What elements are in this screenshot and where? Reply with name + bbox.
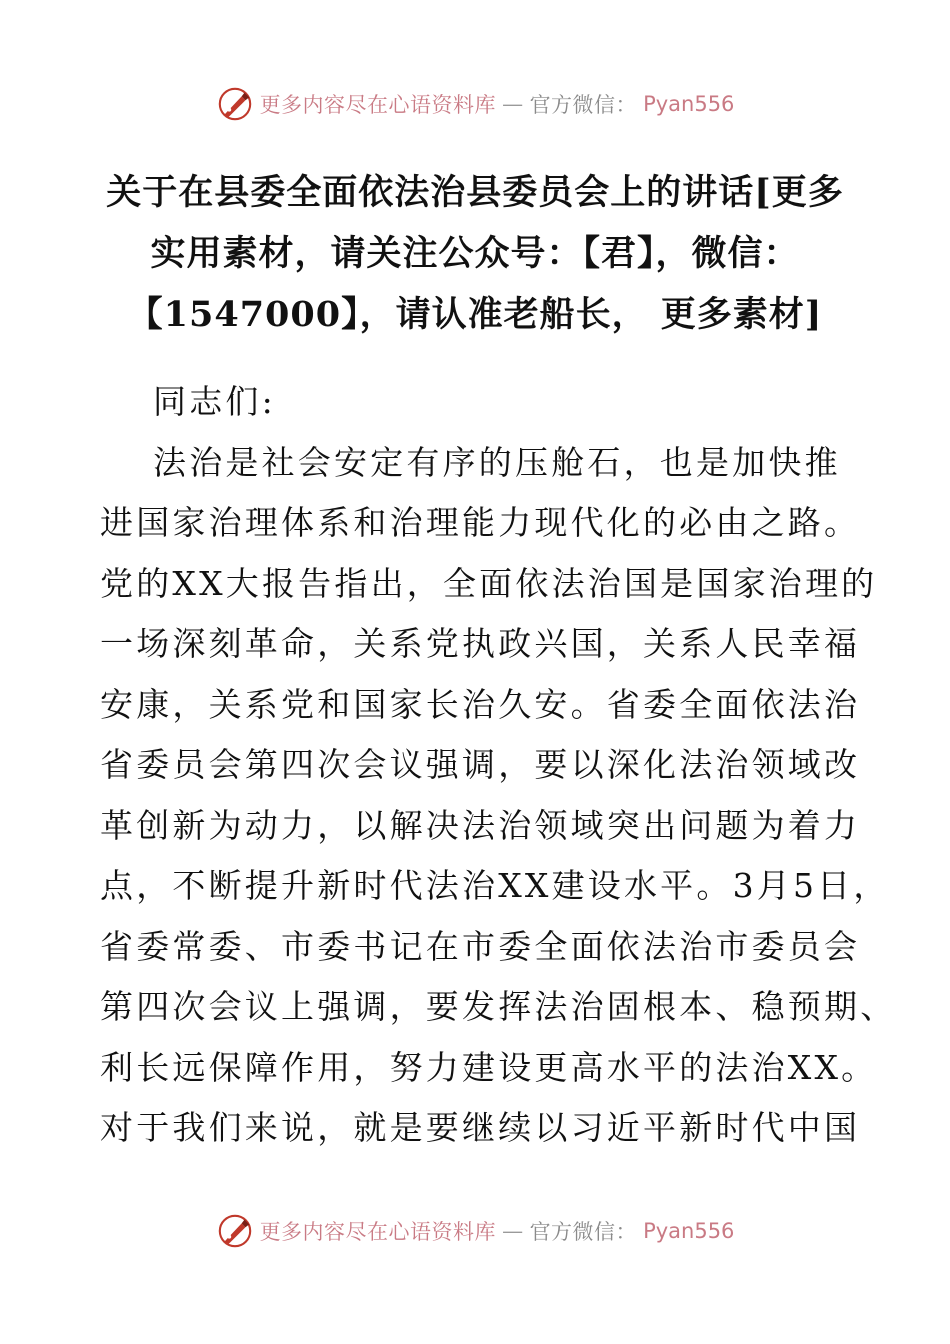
- banner-wechat-label: 官方微信：: [529, 93, 638, 117]
- body-line: 法治是社会安定有序的压舱石，也是加快推: [153, 442, 841, 482]
- body-line: 第四次会议上强调，要发挥法治固根本、稳预期、: [100, 987, 897, 1026]
- body-line: 革创新为动力，以解决法治领域突出问题为着力: [100, 805, 861, 845]
- document-title: [80, 162, 870, 345]
- pen-logo-icon: [216, 85, 254, 123]
- banner-main-text: 更多内容尽在心语资料库: [259, 1220, 497, 1244]
- body-line: 进国家治理体系和治理能力现代化的必由之路。: [100, 503, 861, 542]
- body-line: 省委员会第四次会议强调，要以深化法治领域改: [100, 745, 861, 784]
- body-line: 对于我们来说，就是要继续以习近平新时代中国: [100, 1108, 861, 1147]
- banner-wechat-id: Pyan556: [643, 92, 735, 116]
- body-line: 一场深刻革命，关系党执政兴国，关系人民幸福: [100, 624, 861, 663]
- banner-separator: —: [502, 1219, 524, 1243]
- footer-banner: [0, 1211, 950, 1251]
- body-line: 安康，关系党和国家长治久安。省委全面依法治: [100, 684, 861, 724]
- body-line: 点，不断提升新时代法治XX建设水平。3月5日，: [100, 866, 890, 905]
- body-line: 省委常委、市委书记在市委全面依法治市委员会: [100, 926, 861, 966]
- header-banner: [0, 84, 950, 124]
- body-line: 党的XX大报告指出，全面依法治国是国家治理的: [100, 563, 878, 603]
- banner-wechat-id: Pyan556: [643, 1219, 735, 1243]
- banner-separator: —: [502, 92, 524, 116]
- body-line: 利长远保障作用，努力建设更高水平的法治XX。: [100, 1047, 878, 1087]
- title-line: 【1547000】，请认准老船长， 更多素材]: [127, 294, 823, 335]
- salutation: 同志们:: [153, 382, 276, 421]
- document-body: [100, 372, 897, 1159]
- banner-wechat-label: 官方微信：: [529, 1220, 638, 1244]
- banner-main-text: 更多内容尽在心语资料库: [259, 93, 497, 117]
- title-line: 关于在县委全面依法治县委员会上的讲话[更多: [106, 172, 844, 213]
- pen-logo-icon: [216, 1212, 254, 1250]
- title-line: 实用素材，请关注公众号：【君】，微信：: [150, 233, 800, 274]
